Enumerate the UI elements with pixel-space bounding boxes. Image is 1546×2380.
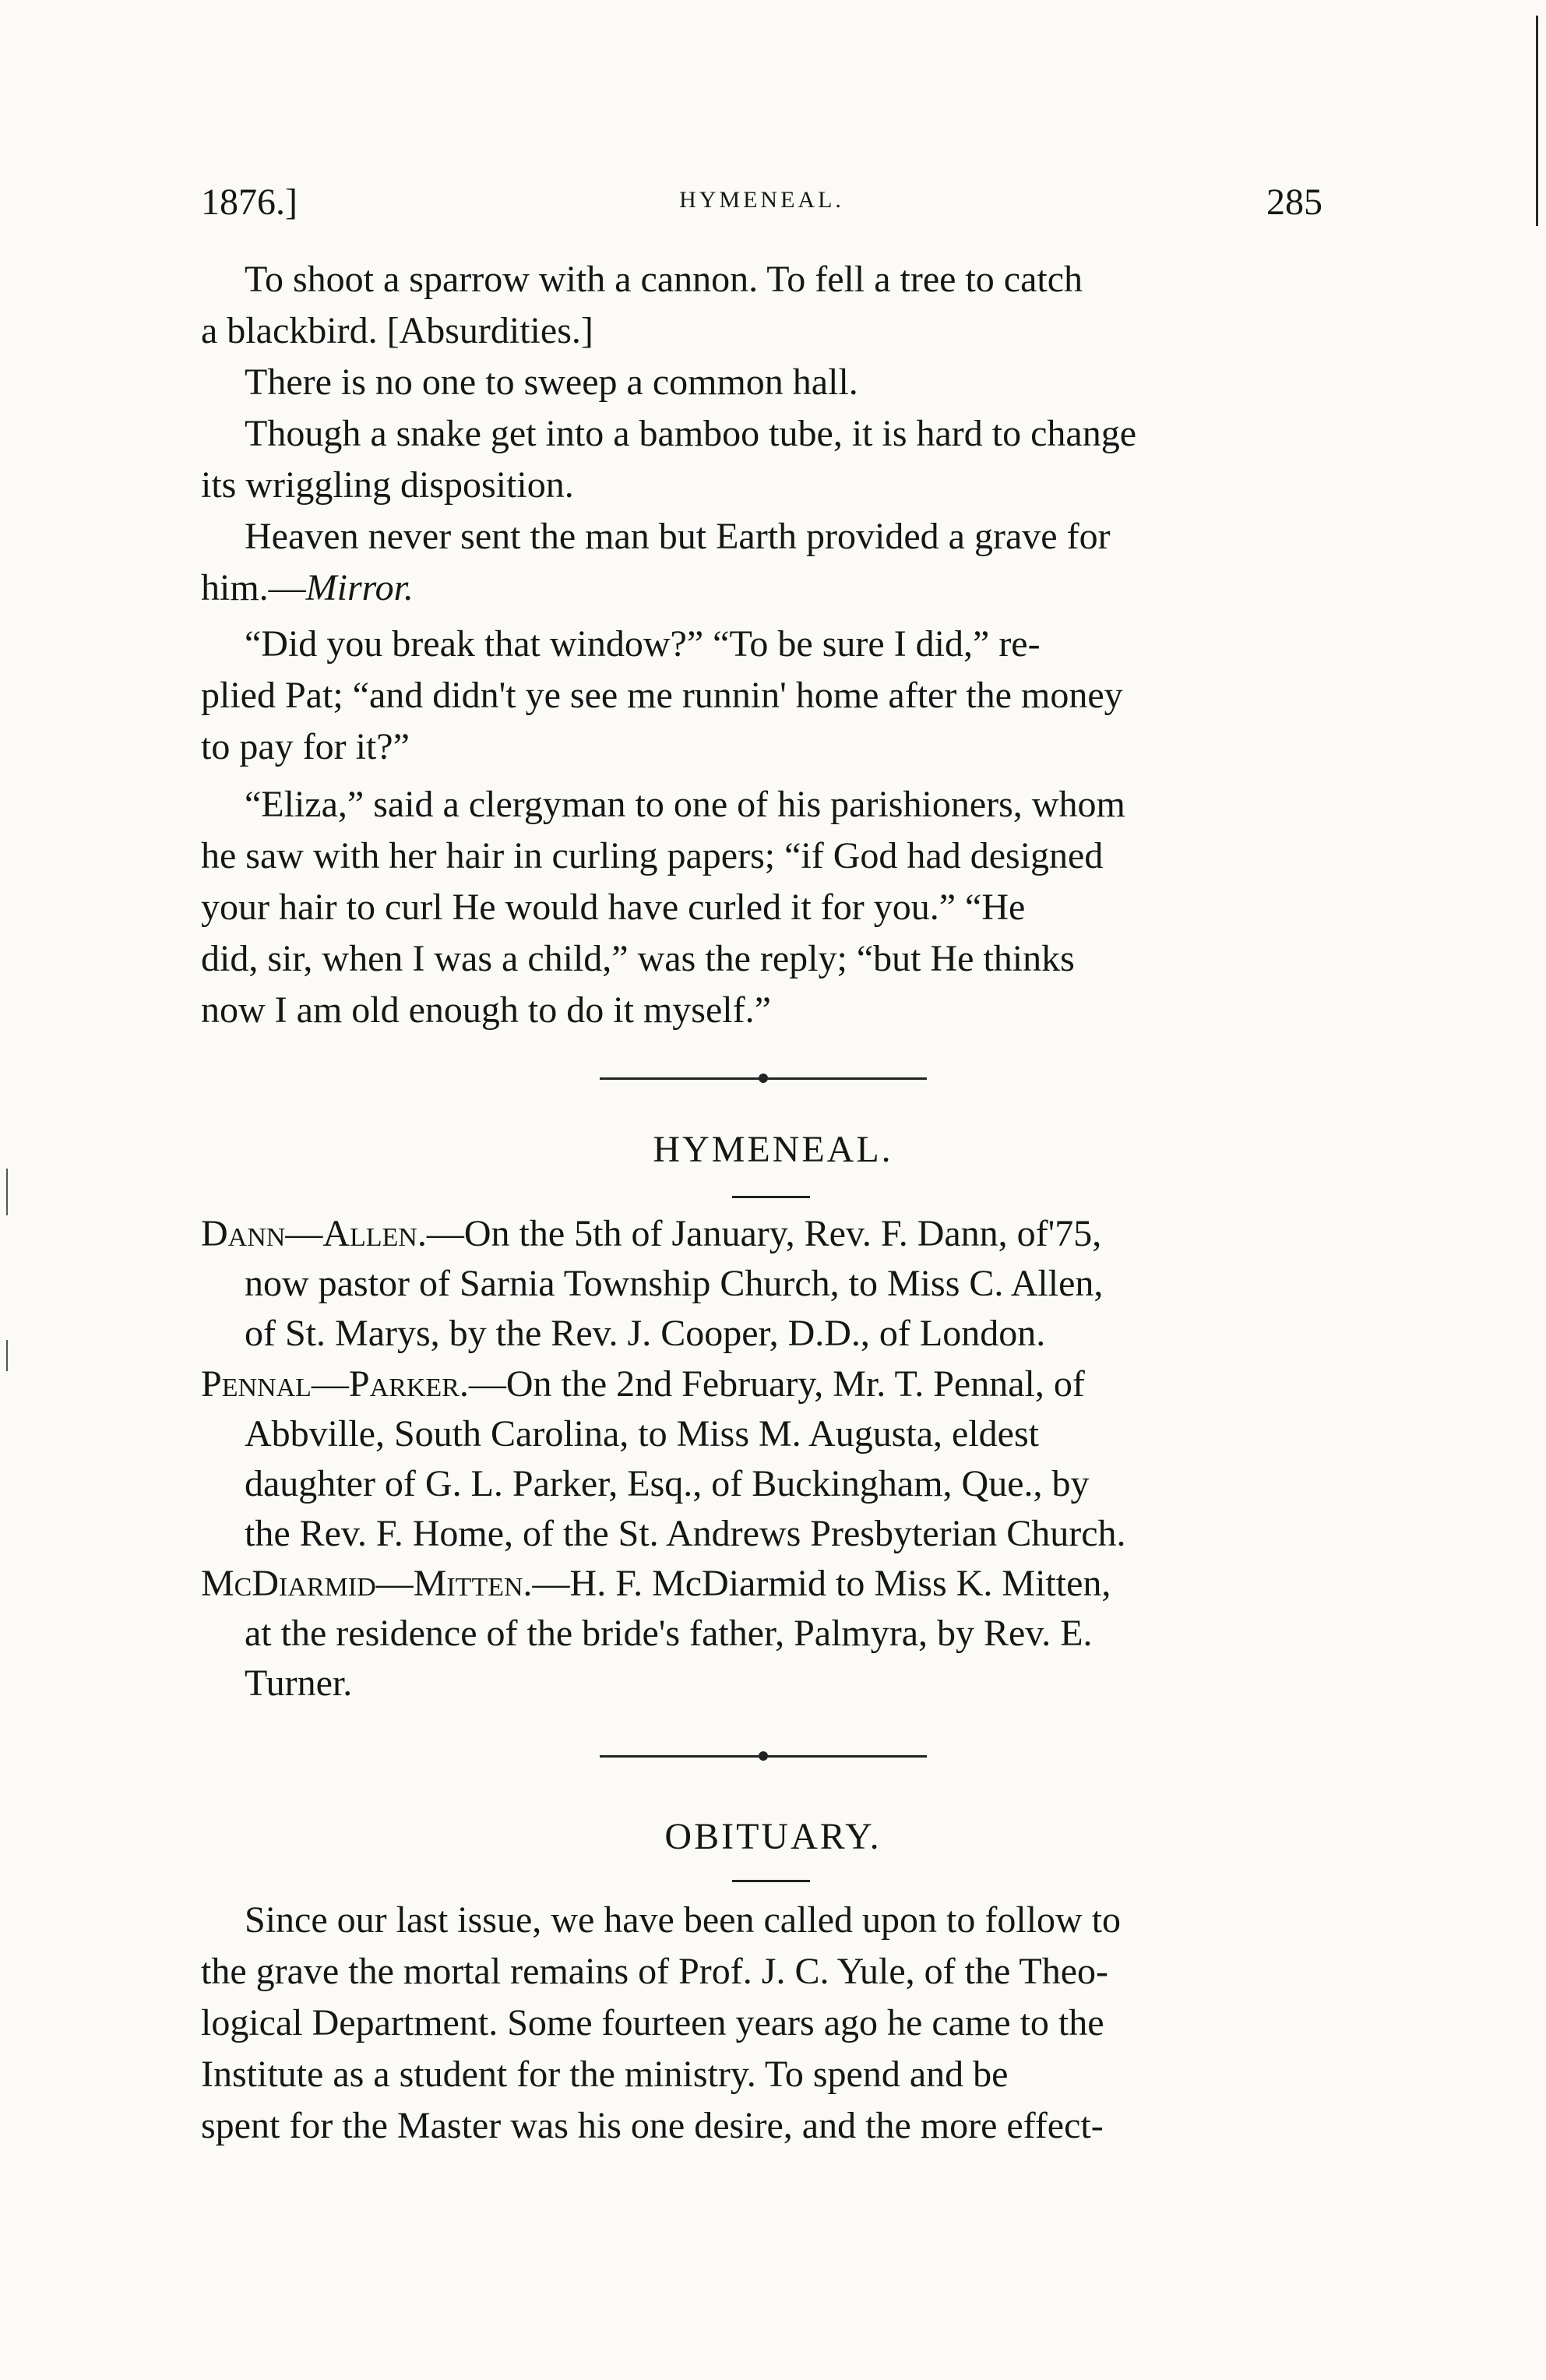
margin-mark xyxy=(6,1169,8,1215)
entry-names: McDiarmid—Mitten. xyxy=(201,1563,533,1604)
page-number: 285 xyxy=(1266,182,1322,223)
text-line: “Eliza,” said a clergyman to one of his parishioners, whom xyxy=(245,784,1125,825)
obituary-paragraph xyxy=(201,1895,1322,2152)
entry-names: Pennal—Parker. xyxy=(201,1363,469,1405)
text-line: the grave the mortal remains of Prof. J. C. Yule, of the Theo- xyxy=(201,1951,1109,1992)
text-line: Abbville, South Carolina, to Miss M. Augusta, eldest xyxy=(245,1413,1039,1454)
running-header xyxy=(201,181,1322,227)
text-line: now I am old enough to do it myself.” xyxy=(201,989,771,1031)
text-line: “Did you break that window?” “To be sure I did,” re- xyxy=(245,623,1041,665)
text-line: Turner. xyxy=(245,1662,353,1704)
text-line: daughter of G. L. Parker, Esq., of Buckingham, Que., by xyxy=(245,1463,1090,1504)
text-line: of St. Marys, by the Rev. J. Cooper, D.D., of London. xyxy=(245,1313,1046,1354)
divider-dot xyxy=(759,1751,768,1761)
text-line: Institute as a student for the ministry. To spend and be xyxy=(201,2054,1009,2095)
attribution-source: Mirror. xyxy=(305,567,414,608)
marriage-entry xyxy=(201,1209,1322,1359)
text-line: plied Pat; “and didn't ye see me runnin' home after the money xyxy=(201,675,1123,716)
text-line: its wriggling disposition. xyxy=(201,464,574,506)
text-line: at the residence of the bride's father, Palmyra, by Rev. E. xyxy=(245,1613,1093,1654)
text-line: Since our last issue, we have been called upon to follow to xyxy=(245,1899,1122,1941)
entry-text: —On the 5th of January, Rev. F. Dann, of'75, xyxy=(426,1213,1102,1254)
text-line: Though a snake get into a bamboo tube, it is hard to change xyxy=(245,413,1137,454)
proverbs-block xyxy=(201,254,1322,614)
anecdote-window xyxy=(201,619,1322,773)
ornamental-divider xyxy=(600,1755,927,1758)
text-line: To shoot a sparrow with a cannon. To fell a tree to catch xyxy=(245,259,1083,300)
text-line: the Rev. F. Home, of the St. Andrews Presbyterian Church. xyxy=(245,1513,1126,1554)
margin-mark xyxy=(6,1340,8,1371)
entry-names: Dann—Allen. xyxy=(201,1213,427,1254)
text-line: to pay for it?” xyxy=(201,726,410,767)
section-title-obituary: OBITUARY. xyxy=(664,1816,882,1857)
text-line: he saw with her hair in curling papers; “if God had designed xyxy=(201,835,1104,876)
divider-dot xyxy=(759,1074,768,1083)
text-line: did, sir, when I was a child,” was the reply; “but He thinks xyxy=(201,938,1075,979)
entry-text: —H. F. McDiarmid to Miss K. Mitten, xyxy=(532,1563,1111,1604)
entry-text: —On the 2nd February, Mr. T. Pennal, of xyxy=(468,1363,1085,1405)
text-line xyxy=(201,562,1322,614)
anecdote-eliza xyxy=(201,779,1322,1036)
text-line: now pastor of Sarnia Township Church, to Miss C. Allen, xyxy=(245,1263,1104,1304)
text-line: a blackbird. [Absurdities.] xyxy=(201,310,593,351)
text-line: Heaven never sent the man but Earth provided a grave for xyxy=(245,516,1111,557)
binding-edge-line xyxy=(1536,16,1538,226)
text-line: your hair to curl He would have curled it for you.” “He xyxy=(201,887,1026,928)
text-line xyxy=(201,1359,1322,1409)
text-line xyxy=(201,1559,1322,1609)
title-underline xyxy=(732,1880,810,1882)
marriage-entry xyxy=(201,1359,1322,1559)
attribution-prefix: him.— xyxy=(201,567,306,608)
title-underline xyxy=(732,1196,810,1198)
text-line: spent for the Master was his one desire, and the more effect- xyxy=(201,2105,1104,2146)
text-line: logical Department. Some fourteen years ago he came to the xyxy=(201,2002,1104,2043)
text-line xyxy=(201,1209,1322,1259)
header-title: HYMENEAL. xyxy=(679,187,844,213)
section-title-hymeneal: HYMENEAL. xyxy=(653,1129,893,1170)
text-line: There is no one to sweep a common hall. xyxy=(245,361,858,403)
ornamental-divider xyxy=(600,1077,927,1080)
header-year: 1876.] xyxy=(201,182,298,223)
marriage-entry xyxy=(201,1559,1322,1708)
